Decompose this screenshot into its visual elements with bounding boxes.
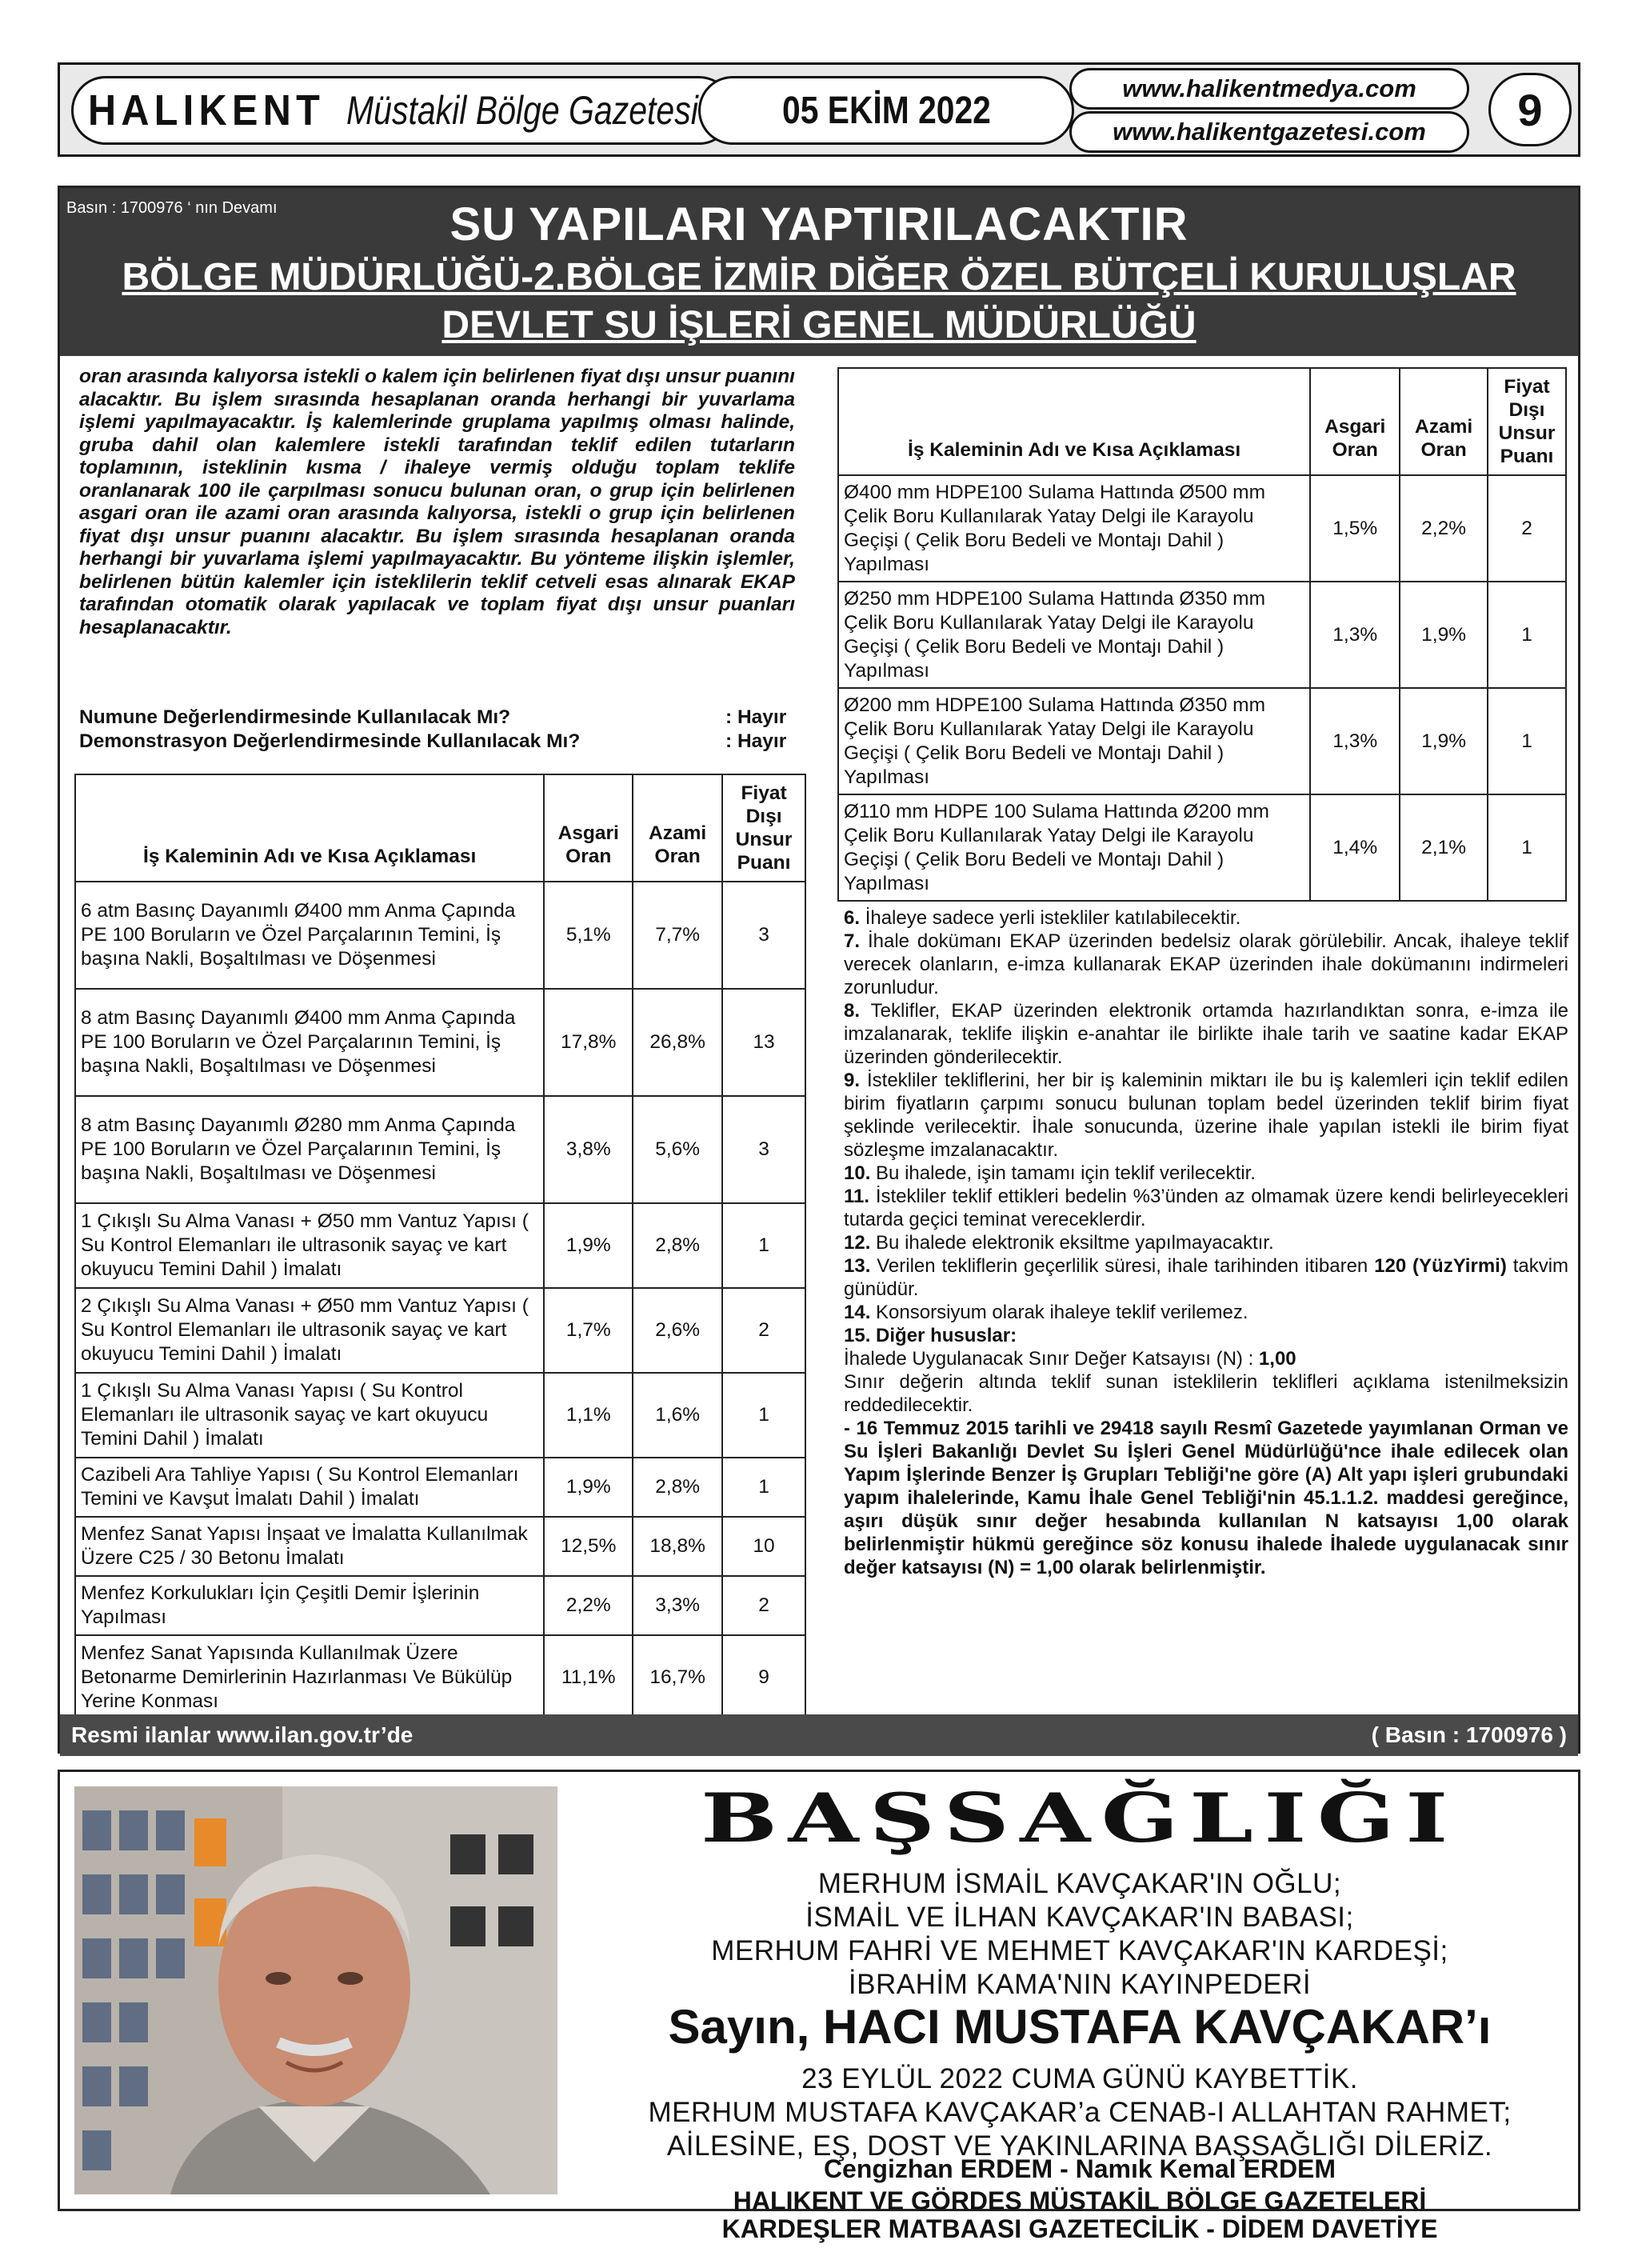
points-value: 10 [722,1517,805,1576]
col-header-name: İş Kaleminin Adı ve Kısa Açıklaması [838,368,1310,475]
right-items-table [837,367,1567,902]
azami-value: 1,9% [1400,688,1488,794]
numune-value: : Hayır [725,706,787,728]
asgari-value: 1,7% [544,1288,633,1373]
condition-item: 8. Teklifler, EKAP üzerinden elektronik ortamda hazırlandıktan sonra, e-imza ile imzalanarak, teklife ilişkin e-anahtar ile birlikte ihale tarih ve saatine kadar EKAP üzerinden gönderilecektir. [844,1000,1569,1068]
official-ads-link[interactable]: Resmi ilanlar www.ilan.gov.tr’de [71,1722,413,1747]
table-row [75,882,805,989]
col-header-fiyat: Fiyat Dışı Unsur Puanı [1488,368,1566,475]
issue-date: 05 EKİM 2022 [698,76,1074,145]
azami-value: 2,8% [633,1203,722,1288]
press-number-top: Basın : 1700976 ‘ nın Devamı [66,199,278,217]
table-row [838,794,1566,901]
demo-row [79,730,795,753]
relation-line-4: İBRAHİM KAMA'NIN KAYINPEDERİ [848,1969,1312,2000]
azami-value: 2,2% [1400,475,1488,582]
points-value: 13 [722,989,805,1096]
page-number: 9 [1488,73,1572,146]
col-header-azami: Azami Oran [1400,368,1488,475]
asgari-value: 1,9% [544,1458,633,1517]
points-value: 1 [1488,688,1566,794]
table-row [75,1517,805,1576]
points-value: 1 [722,1373,805,1458]
item-name: Ø200 mm HDPE100 Sulama Hattında Ø350 mm Çelik Boru Kullanılarak Yatay Delgi ile Karayolu Geçişi ( Çelik Boru Bedeli ve Montajı Dahil ) Yapılması [838,688,1310,794]
asgari-value: 17,8% [544,989,633,1096]
col-header-name: İş Kaleminin Adı ve Kısa Açıklaması [75,774,544,882]
item-name: Ø110 mm HDPE 100 Sulama Hattında Ø200 mm Çelik Boru Kullanılarak Yatay Delgi ile Karayolu Geçişi ( Çelik Boru Bedeli ve Montajı Dahil ) Yapılması [838,794,1310,901]
press-number-bottom: ( Basın : 1700976 ) [1371,1722,1567,1747]
asgari-value: 11,1% [544,1635,633,1720]
notice-subtitle-2: DEVLET SU İŞLERİ GENEL MÜDÜRLÜĞÜ [441,304,1197,346]
demo-value: : Hayır [725,730,787,752]
points-value: 9 [722,1635,805,1720]
condolence-notice [58,1770,1580,2215]
azami-value: 3,3% [633,1576,722,1635]
notice-header [60,188,1578,356]
table-row [75,989,805,1096]
points-value: 1 [722,1458,805,1517]
brand-subtitle: Müstakil Bölge Gazetesi [346,88,698,133]
col-header-asgari: Asgari Oran [1310,368,1400,475]
item-name: 2 Çıkışlı Su Alma Vanası + Ø50 mm Vantuz Yapısı ( Su Kontrol Elemanları ile ultrasonik sayaç ve kart okuyucu Temini Dahil ) İmalatı [75,1288,544,1373]
azami-value: 2,6% [633,1288,722,1373]
condolence-title: BAŞSAĞLIĞI [701,1778,1459,1858]
asgari-value: 1,3% [1310,582,1400,688]
brand-name: HALIKENT [88,86,326,134]
left-items-table [74,774,806,1721]
col-header-azami: Azami Oran [633,774,722,882]
table-row [75,1288,805,1373]
notice-subtitle-1: BÖLGE MÜDÜRLÜĞÜ-2.BÖLGE İZMİR DİĞER ÖZEL BÜTÇELİ KURULUŞLAR [122,256,1516,298]
azami-value: 5,6% [633,1096,722,1203]
asgari-value: 5,1% [544,882,633,989]
azami-value: 26,8% [633,989,722,1096]
condition-item: 11. İstekliler teklif ettikleri bedelin %3’ünden az olmamak üzere kendi belirleyecekleri tutarda geçici teminat vereceklerdir. [844,1186,1569,1230]
condition-item: 10. Bu ihalede, işin tamamı için teklif verilecektir. [844,1162,1256,1184]
table-row [838,582,1566,688]
item-name: 8 atm Basınç Dayanımlı Ø400 mm Anma Çapında PE 100 Boruların ve Özel Parçalarının Temini, İş başına Nakli, Boşaltılması ve Döşenmesi [75,989,544,1096]
item-name: Ø400 mm HDPE100 Sulama Hattında Ø500 mm Çelik Boru Kullanılarak Yatay Delgi ile Karayolu Geçişi ( Çelik Boru Bedeli ve Montajı Dahil ) Yapılması [838,475,1310,582]
website-link-2[interactable]: www.halikentgazetesi.com [1069,111,1469,153]
table-row [75,1576,805,1635]
asgari-value: 3,8% [544,1096,633,1203]
col-header-asgari: Asgari Oran [544,774,633,882]
asgari-value: 1,3% [1310,688,1400,794]
condition-item: 12. Bu ihalede elektronik eksiltme yapılmayacaktır. [844,1232,1274,1254]
left-paragraph: oran arasında kalıyorsa istekli o kalem için belirlenen fiyat dışı unsur puanını alacaktır. Bu işlem sırasında hesaplanan oranda herhangi bir yuvarlama işlemi yapılmayacaktır. İş kalemlerinde gruplama yapılmış olması halinde, gruba dahil olan kalemlere istekli tarafından teklif edilen tutarların toplamının, isteklinin kısma / ihaleye vermiş olduğu toplam teklife oranlanarak 100 ile çarpılması sonucu bulunan oran, o grup için belirlenen asgari oran ile azami oran arasında kalıyorsa, istekli o grup için belirlenen fiyat dışı unsur puanını alacaktır. Bu işlem sırasında hesaplanan oranda herhangi bir yuvarlama işlemi yapılmayacaktır. Bu yönteme ilişkin işlemler, belirlenen bütün kalemler için isteklilerin teklif cetveli esas alınarak EKAP tarafından otomatik olarak yapılacak ve toplam fiyat dışı unsur puanları hesaplanacaktır. [79,366,795,638]
item-name: Menfez Sanat Yapısında Kullanılmak Üzere Betonarme Demirlerinin Hazırlanması Ve Bükülüp Yerine Konması [75,1635,544,1720]
azami-value: 18,8% [633,1517,722,1576]
asgari-value: 1,4% [1310,794,1400,901]
asgari-value: 1,9% [544,1203,633,1288]
limit-note: Sınır değerin altında teklif sunan isteklilerin teklifleri açıklama istenilmeksizin reddedilecektir. [844,1371,1568,1416]
item-name: Ø250 mm HDPE100 Sulama Hattında Ø350 mm Çelik Boru Kullanılarak Yatay Delgi ile Karayolu Geçişi ( Çelik Boru Bedeli ve Montajı Dahil ) Yapılması [838,582,1310,688]
regulation-paragraph: - 16 Temmuz 2015 tarihli ve 29418 sayılı Resmî Gazetede yayımlanan Orman ve Su İşleri Bakanlığı Devlet Su İşleri Genel Müdürlüğü'nce ihale edilecek olan Yapım İşlerinde Benzer İş Grupları Tebliği'ne göre (A) Alt yapı işleri grubundaki yapım ihalelerinde, Kamu İhale Genel Tebliği'nin 45.1.1.2. maddesi gereğince, aşırı düşük sınır değer hesabında kullanılan N katsayısı 1,00 olarak belirlenmiştir hükmü gereğince söz konusu ihalede İhalede uygulanacak sınır değer katsayısı (N) = 1,00 olarak belirlenmiştir. [844,1418,1568,1578]
brand-pill [71,76,733,145]
item-name: Menfez Korkulukları İçin Çeşitli Demir İşlerinin Yapılması [75,1576,544,1635]
notice-footer [60,1714,1578,1756]
azami-value: 2,8% [633,1458,722,1517]
table-row [838,475,1566,582]
points-value: 2 [722,1576,805,1635]
asgari-value: 1,5% [1310,475,1400,582]
points-value: 1 [1488,582,1566,688]
points-value: 2 [722,1288,805,1373]
points-value: 3 [722,1096,805,1203]
relation-line-1: MERHUM İSMAİL KAVÇAKAR'IN OĞLU; [817,1868,1342,1899]
right-conditions [844,906,1568,1579]
org-line-1: HALIKENT VE GÖRDES MÜSTAKİL BÖLGE GAZETELERİ [733,2186,1427,2215]
item-name: 6 atm Basınç Dayanımlı Ø400 mm Anma Çapında PE 100 Boruların ve Özel Parçalarının Temini, İş başına Nakli, Boşaltılması ve Döşenmesi [75,882,544,989]
condition-item: 9. İstekliler tekliflerini, her bir iş kaleminin miktarı ile bu iş kalemleri için teklif edilen birim fiyatların çarpımı sonucu bulunan toplam bedel üzerinden teklif birim fiyat şeklinde verilecektir. İhale sonucunda, üzerine ihale yapılan istekli ile birim fiyat sözleşme imzalanacaktır. [844,1070,1568,1161]
prayer-line: MERHUM MUSTAFA KAVÇAKAR’a CENAB-I ALLAHTAN RAHMET; [648,2097,1512,2128]
col-header-fiyat: Fiyat Dışı Unsur Puanı [722,774,805,882]
azami-value: 1,9% [1400,582,1488,688]
condition-14: 14. Konsorsiyum olarak ihaleye teklif verilemez. [844,1302,1248,1323]
condition-item: 6. İhaleye sadece yerli istekliler katılabilecektir. [844,907,1241,929]
table-row [838,688,1566,794]
table-row [75,1635,805,1720]
azami-value: 7,7% [633,882,722,989]
conditions-list [844,906,1568,1254]
item-name: 1 Çıkışlı Su Alma Vanası Yapısı ( Su Kontrol Elemanları ile ultrasonik sayaç ve kart okuyucu Temini Dahil ) İmalatı [75,1373,544,1458]
official-notice [58,186,1580,1754]
table-row [75,1203,805,1288]
notice-title: SU YAPILARI YAPTIRILACAKTIR [449,198,1189,250]
asgari-value: 12,5% [544,1517,633,1576]
azami-value: 1,6% [633,1373,722,1458]
item-name: Menfez Sanat Yapısı İnşaat ve İmalatta Kullanılmak Üzere C25 / 30 Betonu İmalatı [75,1517,544,1576]
azami-value: 16,7% [633,1635,722,1720]
condition-13: 13. Verilen tekliflerin geçerlilik süresi, ihale tarihinden itibaren 120 (YüzYirmi) takvim günüdür. [844,1255,1569,1300]
condition-15: 15. Diğer hususlar: [844,1325,1017,1346]
points-value: 2 [1488,475,1566,582]
numune-row [79,706,795,729]
condition-item: 7. İhale dokümanı EKAP üzerinden bedelsiz olarak görülebilir. Ancak, ihaleye teklif verecek olanların, e-imza kullanarak EKAP üzerinden ihale dokümanını indirmeleri zorunludur. [844,930,1568,998]
points-value: 3 [722,882,805,989]
table-row [75,1373,805,1458]
azami-value: 2,1% [1400,794,1488,901]
table-row [75,1096,805,1203]
points-value: 1 [1488,794,1566,901]
org-line-2: KARDEŞLER MATBAASI GAZETECİLİK - DİDEM DAVETİYE [721,2214,1438,2243]
relation-line-2: İSMAİL VE İLHAN KAVÇAKAR'IN BABASI; [805,1902,1354,1933]
item-name: Cazibeli Ara Tahliye Yapısı ( Su Kontrol Elemanları Temini ve Kavşut İmalatı Dahil ) İmalatı [75,1458,544,1517]
signers: Cengizhan ERDEM - Namık Kemal ERDEM [823,2154,1336,2183]
item-name: 8 atm Basınç Dayanımlı Ø280 mm Anma Çapında PE 100 Boruların ve Özel Parçalarının Temini, İş başına Nakli, Boşaltılması ve Döşenmesi [75,1096,544,1203]
item-name: 1 Çıkışlı Su Alma Vanası + Ø50 mm Vantuz Yapısı ( Su Kontrol Elemanları ile ultrasonik sayaç ve kart okuyucu Temini Dahil ) İmalatı [75,1203,544,1288]
death-date-line: 23 EYLÜL 2022 CUMA GÜNÜ KAYBETTİK. [801,2063,1358,2094]
limit-factor: İhalede Uygulanacak Sınır Değer Katsayısı (N) : 1,00 [844,1348,1296,1370]
table-row [75,1458,805,1517]
asgari-value: 2,2% [544,1576,633,1635]
deceased-name: Sayın, HACI MUSTAFA KAVÇAKAR’ı [668,2000,1492,2054]
asgari-value: 1,1% [544,1373,633,1458]
points-value: 1 [722,1203,805,1288]
demo-label: Demonstrasyon Değerlendirmesinde Kullanılacak Mı? [79,730,581,752]
relation-line-3: MERHUM FAHRİ VE MEHMET KAVÇAKAR'IN KARDEŞİ; [711,1935,1448,1966]
numune-label: Numune Değerlendirmesinde Kullanılacak Mı? [79,706,511,728]
masthead [58,62,1580,157]
website-link-1[interactable]: www.halikentmedya.com [1069,68,1469,110]
condolence-line: AİLESİNE, EŞ, DOST VE YAKINLARINA BAŞSAĞLIĞI DİLERİZ. [666,2130,1493,2162]
